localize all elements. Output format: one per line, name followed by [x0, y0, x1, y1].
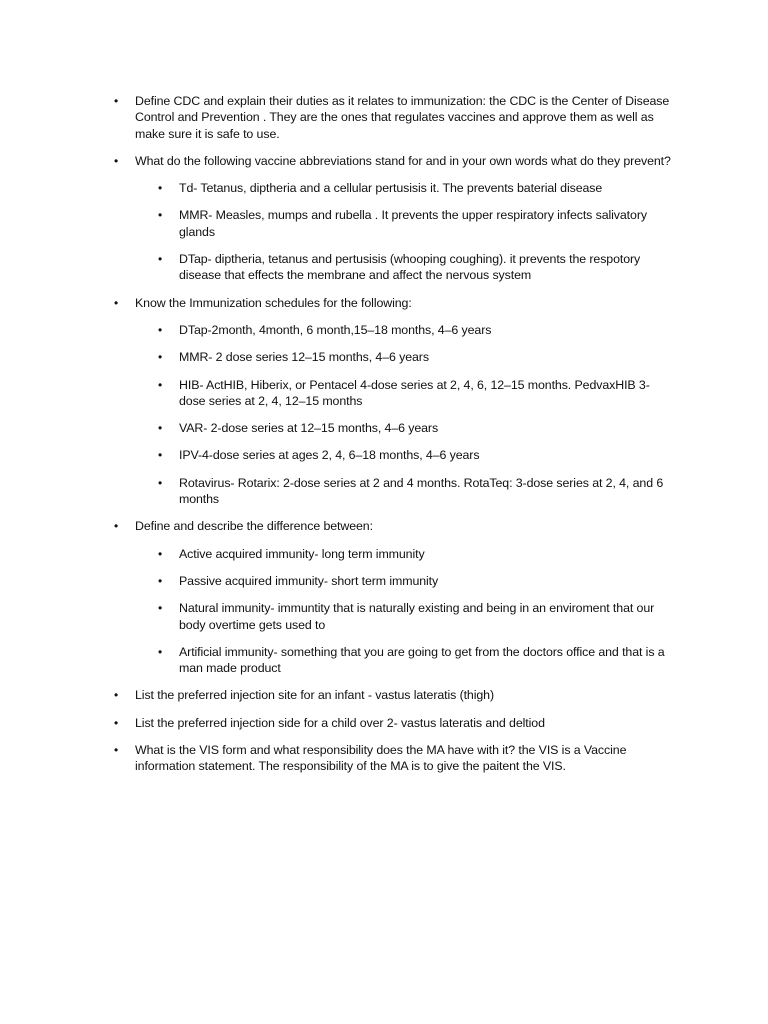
- bullet-icon: •: [114, 94, 119, 108]
- list-item-text: What is the VIS form and what responsibility does the MA have with it? the VIS is a Vaccine information statement. The responsibility of the MA is to give the paitent the VIS.: [135, 743, 627, 774]
- sub-list-item: [158, 207, 676, 240]
- sub-list-item: [158, 644, 676, 677]
- bullet-icon: •: [158, 377, 163, 392]
- list-item-text: List the preferred injection site for an infant - vastus lateratis (thigh): [135, 688, 494, 703]
- sub-list-item: [158, 349, 676, 365]
- bullet-icon: •: [158, 421, 163, 436]
- list-item: [114, 153, 676, 284]
- sub-list: [158, 180, 676, 283]
- list-item: [114, 518, 676, 676]
- list-item: [114, 715, 676, 731]
- sub-list: [158, 322, 676, 507]
- bullet-icon: •: [158, 601, 163, 616]
- bullet-icon: •: [114, 688, 119, 703]
- sub-list-item: [158, 322, 676, 338]
- sub-list-item: [158, 475, 676, 508]
- bullet-icon: •: [158, 252, 163, 267]
- bullet-icon: •: [158, 208, 163, 223]
- document-body: [114, 93, 676, 786]
- sub-list-item-text: Active acquired immunity- long term immunity: [179, 546, 425, 561]
- list-item: [114, 295, 676, 508]
- list-item-text: List the preferred injection side for a child over 2- vastus lateratis and deltiod: [135, 715, 545, 730]
- sub-list-item-text: Passive acquired immunity- short term immunity: [179, 573, 439, 588]
- list-item-text: What do the following vaccine abbreviations stand for and in your own words what do they prevent?: [135, 153, 671, 168]
- bullet-icon: •: [114, 743, 119, 758]
- list-item-text: Define CDC and explain their duties as it relates to immunization: the CDC is the Center of Disease Control and Prevention . They are the ones that regulates vaccines and approve them as well as make sure it is safe to use.: [135, 94, 670, 141]
- sub-list-item-text: IPV-4-dose series at ages 2, 4, 6–18 months, 4–6 years: [179, 448, 480, 463]
- sub-list-item-text: Rotavirus- Rotarix: 2-dose series at 2 and 4 months. RotaTeq: 3-dose series at 2, 4, and 6 months: [179, 475, 664, 507]
- bullet-icon: •: [158, 448, 163, 463]
- sub-list-item: [158, 546, 676, 562]
- bullet-icon: •: [158, 573, 163, 588]
- sub-list-item: [158, 377, 676, 410]
- bullet-icon: •: [114, 519, 119, 534]
- bullet-icon: •: [158, 475, 163, 490]
- list-item-text: Know the Immunization schedules for the following:: [135, 295, 412, 310]
- sub-list-item-text: DTap- diptheria, tetanus and pertusisis (whooping coughing). it prevents the respotory disease that effects the membrane and affect the nervous system: [179, 252, 641, 283]
- sub-list-item-text: MMR- Measles, mumps and rubella . It prevents the upper respiratory infects salivatory glands: [179, 208, 647, 239]
- sub-list: [158, 546, 676, 677]
- sub-list-item: [158, 447, 676, 463]
- sub-list-item-text: DTap-2month, 4month, 6 month,15–18 months, 4–6 years: [179, 322, 492, 337]
- bullet-icon: •: [114, 715, 119, 730]
- sub-list-item: [158, 251, 676, 284]
- bullet-icon: •: [158, 181, 163, 196]
- bullet-icon: •: [158, 644, 163, 659]
- bullet-icon: •: [158, 546, 163, 561]
- sub-list-item-text: VAR- 2-dose series at 12–15 months, 4–6 years: [179, 421, 439, 436]
- list-item: [114, 742, 676, 775]
- sub-list-item-text: Td- Tetanus, diptheria and a cellular pertusisis it. The prevents baterial disease: [179, 181, 603, 196]
- sub-list-item: [158, 180, 676, 196]
- bullet-icon: •: [158, 322, 163, 337]
- sub-list-item-text: Natural immunity- immuntity that is naturally existing and being in an enviroment that our body overtime gets used to: [179, 601, 655, 632]
- sub-list-item: [158, 420, 676, 436]
- sub-list-item: [158, 600, 676, 633]
- list-item-text: Define and describe the difference between:: [135, 519, 373, 534]
- sub-list-item: [158, 573, 676, 589]
- sub-list-item-text: Artificial immunity- something that you are going to get from the doctors office and that is a man made product: [179, 644, 665, 676]
- question-list: [114, 93, 676, 775]
- sub-list-item-text: HIB- ActHIB, Hiberix, or Pentacel 4-dose series at 2, 4, 6, 12–15 months. PedvaxHIB 3-dose series at 2, 4, 12–15 months: [179, 377, 650, 408]
- list-item: [114, 687, 676, 703]
- bullet-icon: •: [114, 295, 119, 310]
- list-item: [114, 93, 676, 142]
- bullet-icon: •: [114, 153, 119, 168]
- bullet-icon: •: [158, 350, 163, 365]
- sub-list-item-text: MMR- 2 dose series 12–15 months, 4–6 years: [179, 350, 429, 365]
